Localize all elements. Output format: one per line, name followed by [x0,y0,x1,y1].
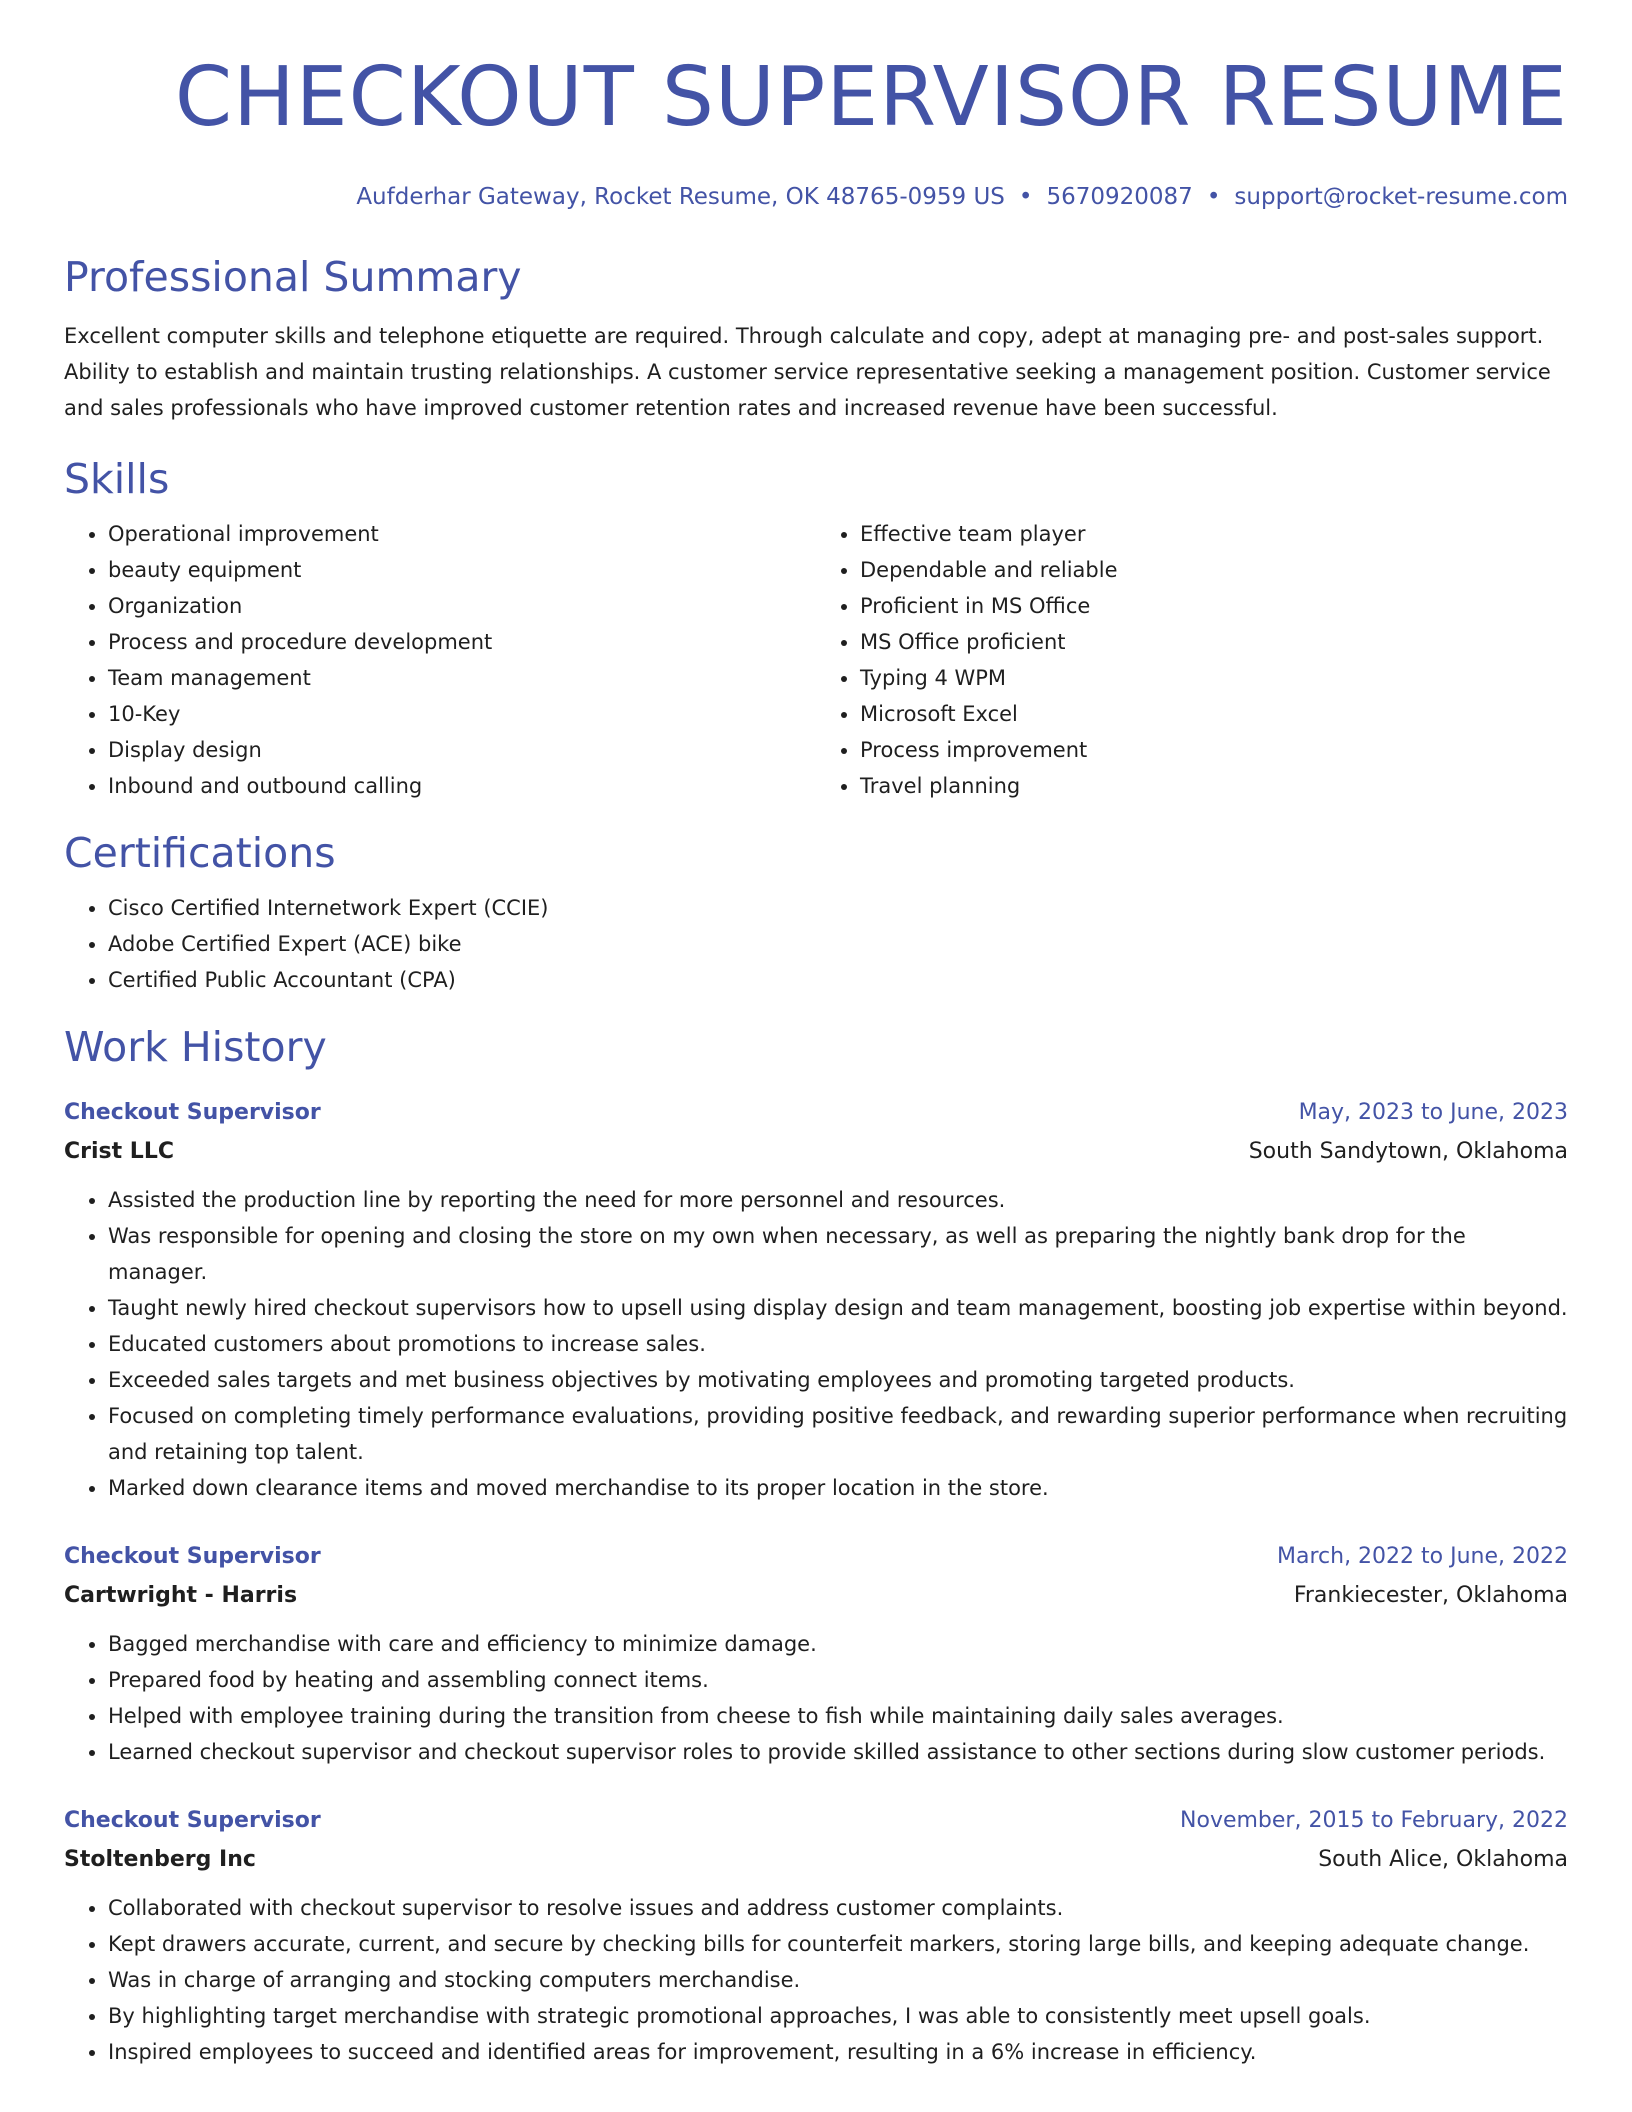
certification-item: • Cisco Certified Internetwork Expert (CCIE) [108,890,1568,926]
job-title: Checkout Supervisor [64,1808,321,1833]
job-bullet: • Educated customers about promotions to increase sales. [108,1326,1568,1362]
skill-item: • Dependable and reliable [860,552,1568,588]
job-bullet: • Assisted the production line by reporting the need for more personnel and resources. [108,1182,1568,1218]
summary-text: Excellent computer skills and telephone etiquette are required. Through calculate and copy, adept at managing pre- and post-sales support. Ability to establish and maintain trusting relationships. A customer service representative seeking a management position. Customer service and sales professionals who have improved customer retention rates and increased revenue have been successful. [64,324,1551,420]
contact-separator: • [1206,184,1221,210]
contact-line [64,182,1568,212]
job-dates: May, 2023 to June, 2023 [1298,1100,1568,1125]
job-bullet: • By highlighting target merchandise with strategic promotional approaches, I was able to consistently meet upsell goals. [108,1998,1568,2034]
work-history-heading: Work History [64,1023,327,1071]
skill-item: • Operational improvement [108,516,816,552]
contact-phone: 5670920087 [1046,184,1193,210]
skills-columns [64,516,1568,804]
certification-item: • Adobe Certified Expert (ACE) bike [108,926,1568,962]
skill-item: • Proficient in MS Office [860,588,1568,624]
job-bullets [64,1626,1568,1770]
job-entry [64,1802,1568,2070]
job-dates: March, 2022 to June, 2022 [1277,1544,1568,1569]
job-company: Cartwright - Harris [64,1583,298,1608]
job-location: South Sandytown, Oklahoma [1248,1139,1568,1164]
job-bullet: • Was responsible for opening and closing the store on my own when necessary, as well as preparing the nightly bank drop for the manager. [108,1218,1568,1290]
resume-title: CHECKOUT SUPERVISOR RESUME [174,50,1568,145]
skill-item: • Organization [108,588,816,624]
skill-item: • Travel planning [860,768,1568,804]
job-bullet: • Exceeded sales targets and met business objectives by motivating employees and promoting targeted products. [108,1362,1568,1398]
job-bullets [64,1182,1568,1506]
job-bullet: • Inspired employees to succeed and identified areas for improvement, resulting in a 6% increase in efficiency. [108,2034,1568,2070]
job-bullet: • Collaborated with checkout supervisor to resolve issues and address customer complaints. [108,1890,1568,1926]
skills-heading: Skills [64,455,170,503]
certifications-heading: Certifications [64,829,336,877]
skills-list-left [64,516,816,804]
job-company-row [64,1576,1568,1616]
job-bullets [64,1890,1568,2070]
job-company-row [64,1840,1568,1880]
job-bullet: • Was in charge of arranging and stocking computers merchandise. [108,1962,1568,1998]
skill-item: • Process improvement [860,732,1568,768]
job-entry [64,1094,1568,1506]
skill-item: • 10-Key [108,696,816,732]
job-title-row [64,1802,1568,1840]
job-location: South Alice, Oklahoma [1318,1847,1568,1872]
job-company: Crist LLC [64,1139,174,1164]
job-bullet: • Prepared food by heating and assembling connect items. [108,1662,1568,1698]
resume-page [64,50,1568,2070]
job-entry [64,1538,1568,1770]
job-title-row [64,1094,1568,1132]
skill-item: • Microsoft Excel [860,696,1568,732]
skill-item: • Effective team player [860,516,1568,552]
certification-item: • Certified Public Accountant (CPA) [108,962,1568,998]
skill-item: • beauty equipment [108,552,816,588]
job-title-row [64,1538,1568,1576]
certifications-list [64,890,1568,998]
job-bullet: • Marked down clearance items and moved merchandise to its proper location in the store. [108,1470,1568,1506]
skills-list-right [816,516,1568,804]
contact-address: Aufderhar Gateway, Rocket Resume, OK 48765-0959 US [356,184,1005,210]
job-bullet: • Learned checkout supervisor and checkout supervisor roles to provide skilled assistance to other sections during slow customer periods. [108,1734,1568,1770]
skill-item: • Display design [108,732,816,768]
job-location: Frankiecester, Oklahoma [1293,1583,1568,1608]
skill-item: • MS Office proficient [860,624,1568,660]
job-dates: November, 2015 to February, 2022 [1180,1808,1568,1833]
job-bullet: • Kept drawers accurate, current, and secure by checking bills for counterfeit markers, storing large bills, and keeping adequate change. [108,1926,1568,1962]
summary-heading: Professional Summary [64,253,522,301]
job-bullet: • Helped with employee training during the transition from cheese to fish while maintaining daily sales averages. [108,1698,1568,1734]
skill-item: • Team management [108,660,816,696]
job-bullet: • Taught newly hired checkout supervisors how to upsell using display design and team management, boosting job expertise within beyond. [108,1290,1568,1326]
skill-item: • Process and procedure development [108,624,816,660]
resume-header [64,50,1568,212]
contact-email: support@rocket-resume.com [1234,184,1568,210]
job-bullet: • Bagged merchandise with care and efficiency to minimize damage. [108,1626,1568,1662]
contact-separator: • [1018,184,1033,210]
job-title: Checkout Supervisor [64,1544,321,1569]
job-bullet: • Focused on completing timely performance evaluations, providing positive feedback, and rewarding superior performance when recruiting and retaining top talent. [108,1398,1568,1470]
skill-item: • Inbound and outbound calling [108,768,816,804]
skill-item: • Typing 4 WPM [860,660,1568,696]
job-title: Checkout Supervisor [64,1100,321,1125]
job-company: Stoltenberg Inc [64,1847,256,1872]
job-company-row [64,1132,1568,1172]
